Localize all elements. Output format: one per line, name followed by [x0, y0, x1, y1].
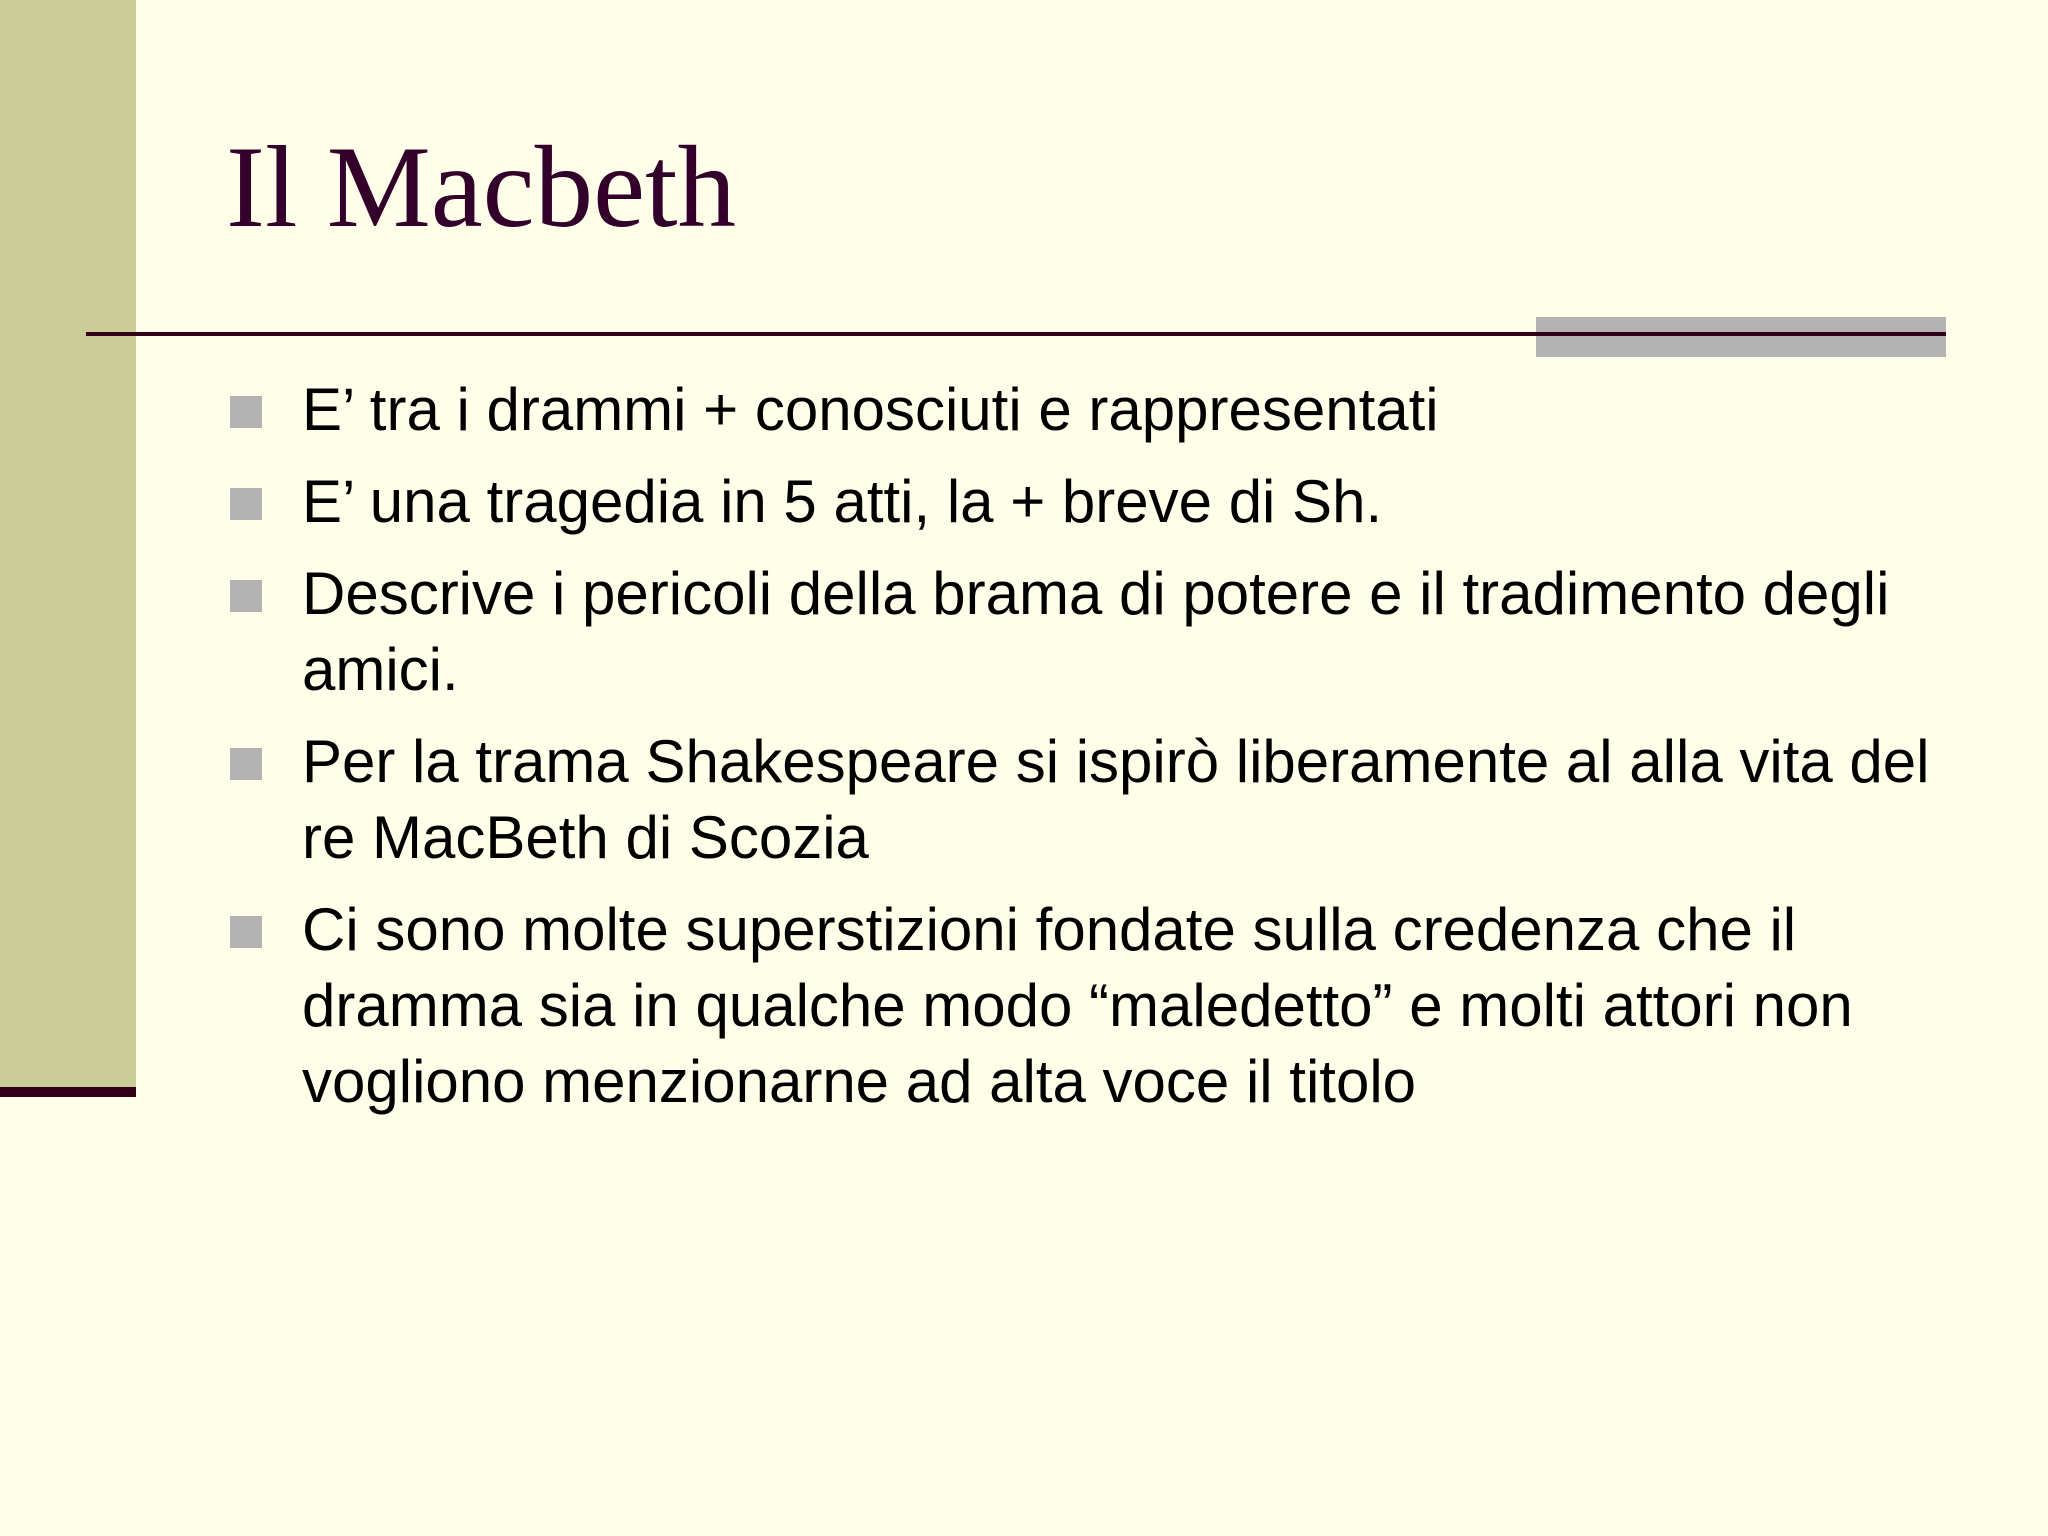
bullet-text: Descrive i pericoli della brama di potere e il tradimento degli amici.: [302, 560, 1890, 703]
bullet-item: [226, 892, 1946, 1120]
side-band-underline: [0, 1087, 136, 1097]
bullet-item: [226, 464, 1946, 540]
bullet-text: E’ una tragedia in 5 atti, la + breve di Sh.: [302, 468, 1383, 535]
title-rule-accent-line: [1536, 332, 1946, 336]
title-rule-accent: [1536, 317, 1946, 357]
square-bullet-icon: [230, 488, 262, 520]
bullet-item: [226, 372, 1946, 448]
side-band-decoration: [0, 0, 136, 1090]
square-bullet-icon: [230, 748, 262, 780]
square-bullet-icon: [230, 580, 262, 612]
bullet-text: E’ tra i drammi + conosciuti e rappresentati: [302, 376, 1439, 443]
bullet-list: [226, 372, 1946, 1136]
bullet-text: Ci sono molte superstizioni fondate sulla credenza che il dramma sia in qualche modo “maledetto” e molti attori non vogliono menzionarne ad alta voce il titolo: [302, 896, 1853, 1115]
bullet-item: [226, 724, 1946, 876]
square-bullet-icon: [230, 916, 262, 948]
slide-title: Il Macbeth: [226, 123, 737, 252]
bullet-text: Per la trama Shakespeare si ispirò liberamente al alla vita del re MacBeth di Scozia: [302, 728, 1930, 871]
bullet-item: [226, 556, 1946, 708]
square-bullet-icon: [230, 396, 262, 428]
